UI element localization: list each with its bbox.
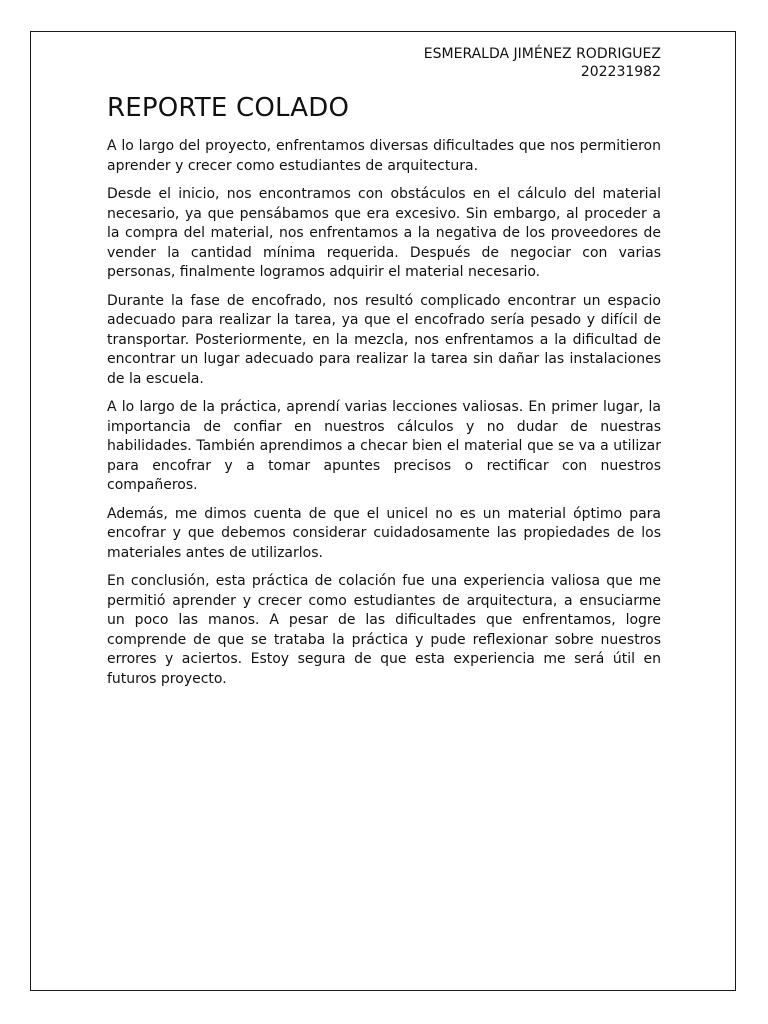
author-name: ESMERALDA JIMÉNEZ RODRIGUEZ [423, 46, 661, 62]
paragraph: En conclusión, esta práctica de colación fue una experiencia valiosa que me permitió aprender y crecer como estudiantes de arquitectura, a ensuciarme un poco las manos. A pesar de las dificultades que enfrentamos, logre comprende de que se trataba la práctica y pude reflexionar sobre nuestros errores y aciertos. Estoy segura de que esta experiencia me será útil en futuros proyecto. [107, 573, 661, 687]
document-title: REPORTE COLADO [107, 93, 350, 123]
document-header [424, 45, 661, 81]
paragraph: Desde el inicio, nos encontramos con obstáculos en el cálculo del material necesario, ya que pensábamos que era excesivo. Sin embargo, al proceder a la compra del material, nos enfrentamos a la negativa de los proveedores de vender la cantidad mínima requerida. Después de negociar con varias personas, finalmente logramos adquirir el material necesario. [107, 186, 661, 280]
paragraph: Además, me dimos cuenta de que el unicel no es un material óptimo para encofrar y que debemos considerar cuidadosamente las propiedades de los materiales antes de utilizarlos. [107, 505, 661, 561]
student-id: 202231982 [580, 64, 661, 80]
paragraph: A lo largo de la práctica, aprendí varias lecciones valiosas. En primer lugar, la importancia de confiar en nuestros cálculos y no dudar de nuestras habilidades. También aprendimos a checar bien el material que se va a utilizar para encofrar y a tomar apuntes precisos o rectificar con nuestros compañeros. [107, 399, 661, 493]
paragraph: A lo largo del proyecto, enfrentamos diversas dificultades que nos permitieron aprender y crecer como estudiantes de arquitectura. [107, 138, 661, 174]
paragraph: Durante la fase de encofrado, nos resultó complicado encontrar un espacio adecuado para realizar la tarea, ya que el encofrado sería pesado y difícil de transportar. Posteriormente, en la mezcla, nos enfrentamos a la dificultad de encontrar un lugar adecuado para realizar la tarea sin dañar las instalaciones de la escuela. [107, 292, 661, 387]
document-body [107, 137, 661, 698]
